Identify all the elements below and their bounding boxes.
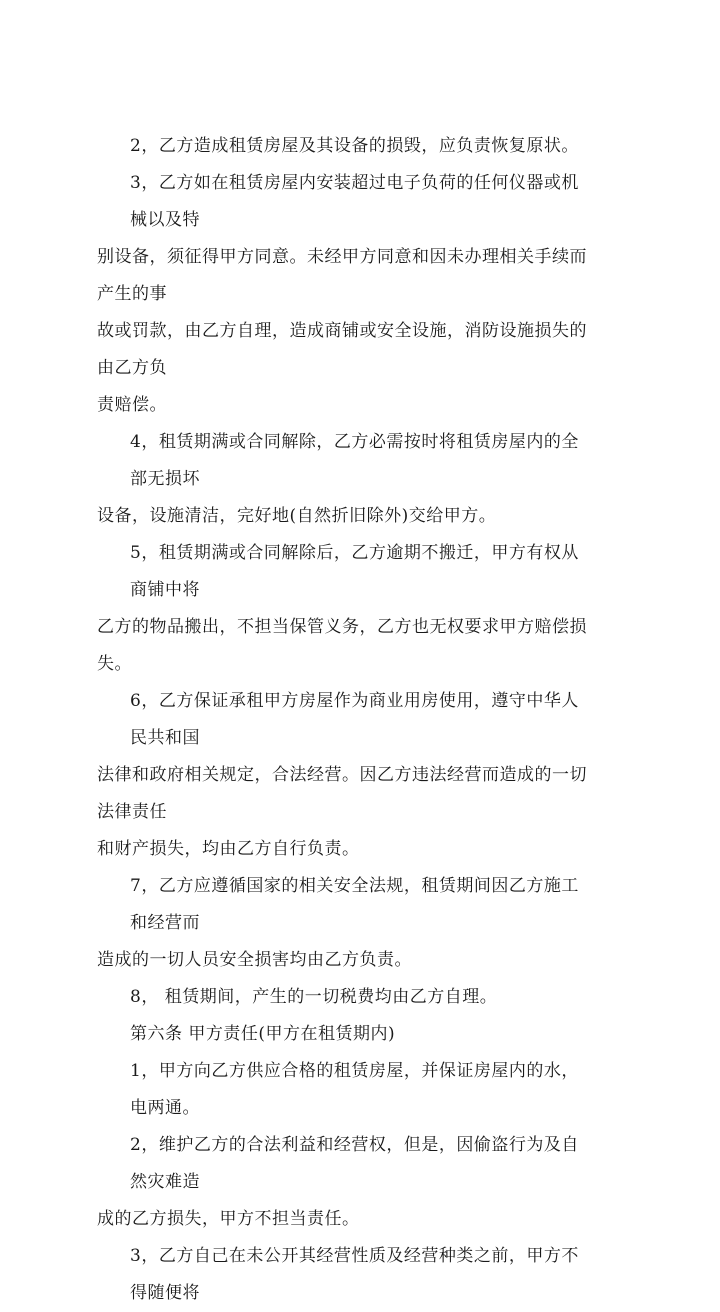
clause-5-8-line-1: 8， 租赁期间，产生的一切税费均由乙方自理。 [130, 987, 498, 1007]
clause-6-2-line-1: 2，维护乙方的合法利益和经营权，但是，因偷盗行为及自然灾难造 [130, 1135, 579, 1192]
clause-5-4-line-2: 设备，设施清洁，完好地(自然折旧除外)交给甲方。 [97, 506, 497, 526]
clause-5-3-line-1: 3，乙方如在租赁房屋内安装超过电子负荷的任何仪器或机械以及特 [130, 173, 579, 230]
clause-5-7-line-1: 7，乙方应遵循国家的相关安全法规，租赁期间因乙方施工和经营而 [130, 876, 579, 933]
clause-5-6-line-2: 法律和政府相关规定，合法经营。因乙方违法经营而造成的一切法律责任 [97, 765, 587, 822]
clause-5-3-line-3: 故或罚款，由乙方自理，造成商铺或安全设施，消防设施损失的由乙方负 [97, 321, 587, 378]
clause-5-6-line-1: 6，乙方保证承租甲方房屋作为商业用房使用，遵守中华人民共和国 [130, 691, 579, 748]
clause-5-4-line-1: 4，租赁期满或合同解除，乙方必需按时将租赁房屋内的全部无损坏 [130, 432, 579, 489]
clause-5-3-line-4: 责赔偿。 [97, 395, 167, 415]
article-6-heading: 第六条 甲方责任(甲方在租赁期内) [130, 1024, 396, 1044]
clause-5-5-line-2: 乙方的物品搬出，不担当保管义务，乙方也无权要求甲方赔偿损失。 [97, 617, 587, 674]
clause-5-6-line-3: 和财产损失，均由乙方自行负责。 [97, 839, 360, 859]
clause-6-1-line-1: 1，甲方向乙方供应合格的租赁房屋，并保证房屋内的水，电两通。 [130, 1061, 579, 1118]
clause-6-3-line-1: 3，乙方自己在未公开其经营性质及经营种类之前，甲方不得随便将 [130, 1246, 579, 1303]
clause-5-7-line-2: 造成的一切人员安全损害均由乙方负责。 [97, 950, 412, 970]
clause-6-2-line-2: 成的乙方损失，甲方不担当责任。 [97, 1209, 360, 1229]
clause-5-3-line-2: 别设备，须征得甲方同意。未经甲方同意和因未办理相关手续而产生的事 [97, 247, 587, 304]
document-body [97, 128, 592, 1312]
clause-5-5-line-1: 5，租赁期满或合同解除后，乙方逾期不搬迁，甲方有权从商铺中将 [130, 543, 579, 600]
clause-5-2-line-1: 2，乙方造成租赁房屋及其设备的损毁，应负责恢复原状。 [130, 136, 579, 156]
